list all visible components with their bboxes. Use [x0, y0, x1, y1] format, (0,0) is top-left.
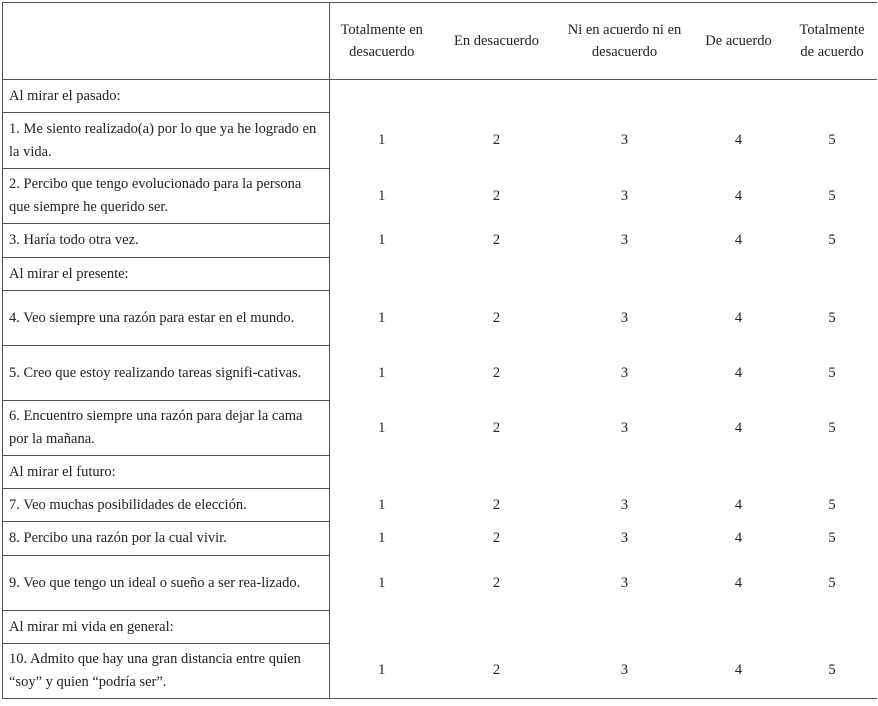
scale-option-5[interactable]: 5	[828, 132, 836, 148]
scale-option-2[interactable]: 2	[492, 187, 501, 204]
scale-option-2[interactable]: 2	[492, 496, 501, 513]
scale-option-1[interactable]: 1	[378, 364, 386, 381]
item-row	[3, 489, 877, 522]
scale-option-4[interactable]: 4	[734, 364, 743, 381]
scale-option-1[interactable]: 1	[378, 187, 386, 204]
scale-option-1[interactable]: 1	[378, 530, 386, 546]
header-col-5	[788, 3, 877, 80]
section-row	[3, 80, 877, 113]
scale-option-4[interactable]: 4	[734, 496, 743, 513]
section-empty-cell	[330, 611, 434, 644]
section-title: Al mirar el pasado:	[3, 80, 330, 113]
item-statement: 5. Creo que estoy realizando tareas signifi-cativas.	[3, 346, 330, 401]
section-empty-cell	[434, 258, 560, 291]
item-row	[3, 644, 877, 699]
scale-option-2[interactable]: 2	[492, 530, 501, 546]
header-col-1-label: Totalmente en desacuerdo	[340, 22, 423, 60]
item-statement: 8. Percibo una razón por la cual vivir.	[3, 522, 330, 556]
header-row	[3, 3, 877, 80]
scale-option-5[interactable]: 5	[828, 574, 836, 591]
header-col-4-label: De acuerdo	[705, 33, 772, 49]
scale-option-3[interactable]: 3	[620, 364, 629, 381]
scale-option-4[interactable]: 4	[734, 187, 743, 204]
scale-option-4[interactable]: 4	[734, 232, 743, 248]
scale-option-5[interactable]: 5	[828, 364, 836, 381]
scale-option-2[interactable]: 2	[492, 364, 501, 381]
section-empty-cell	[434, 611, 560, 644]
scale-option-4[interactable]: 4	[734, 530, 743, 546]
section-empty-cell	[434, 80, 560, 113]
item-statement: 3. Haría todo otra vez.	[3, 224, 330, 258]
section-title: Al mirar el futuro:	[3, 456, 330, 489]
scale-option-5[interactable]: 5	[828, 187, 836, 204]
scale-option-2[interactable]: 2	[434, 644, 560, 699]
scale-option-5[interactable]: 5	[828, 232, 836, 248]
scale-option-1[interactable]: 1	[378, 574, 386, 591]
section-empty-cell	[560, 80, 690, 113]
header-corner-cell	[3, 3, 330, 80]
section-empty-cell	[690, 80, 788, 113]
section-empty-cell	[690, 456, 788, 489]
scale-option-3[interactable]: 3	[620, 530, 629, 546]
questionnaire-body	[3, 80, 877, 699]
section-empty-cell	[330, 456, 434, 489]
section-empty-cell	[560, 456, 690, 489]
section-empty-cell	[330, 258, 434, 291]
scale-option-2[interactable]: 2	[492, 132, 501, 148]
header-col-2	[434, 3, 560, 80]
section-empty-cell	[434, 456, 560, 489]
section-title: Al mirar mi vida en general:	[3, 611, 330, 644]
scale-option-4[interactable]: 4	[734, 132, 743, 148]
questionnaire-table-container	[2, 2, 876, 699]
section-row	[3, 456, 877, 489]
scale-option-1[interactable]: 1	[378, 232, 386, 248]
scale-option-5[interactable]: 5	[788, 644, 877, 699]
header-col-5-label: Totalmente de acuerdo	[799, 22, 865, 60]
header-col-4	[690, 3, 788, 80]
header-col-3-label: Ni en acuerdo ni en desacuerdo	[567, 22, 682, 60]
section-empty-cell	[560, 611, 690, 644]
scale-option-2[interactable]: 2	[492, 419, 501, 436]
scale-option-1[interactable]: 1	[330, 644, 434, 699]
section-row	[3, 611, 877, 644]
section-empty-cell	[560, 258, 690, 291]
scale-option-3[interactable]: 3	[620, 132, 629, 148]
item-row	[3, 169, 877, 224]
scale-option-3[interactable]: 3	[620, 232, 629, 248]
section-row	[3, 258, 877, 291]
item-statement: 4. Veo siempre una razón para estar en el mundo.	[3, 291, 330, 346]
item-statement: 1. Me siento realizado(a) por lo que ya he logrado en la vida.	[3, 113, 330, 169]
section-empty-cell	[330, 80, 434, 113]
section-title: Al mirar el presente:	[3, 258, 330, 291]
item-row	[3, 113, 877, 169]
item-statement: 9. Veo que tengo un ideal o sueño a ser rea-lizado.	[3, 556, 330, 611]
scale-option-5[interactable]: 5	[828, 530, 836, 546]
section-empty-cell	[788, 611, 877, 644]
scale-option-4[interactable]: 4	[734, 574, 743, 591]
item-row	[3, 522, 877, 556]
section-empty-cell	[788, 456, 877, 489]
scale-option-5[interactable]: 5	[828, 419, 836, 436]
item-row	[3, 556, 877, 611]
scale-option-3[interactable]: 3	[620, 574, 629, 591]
section-empty-cell	[690, 258, 788, 291]
section-empty-cell	[690, 611, 788, 644]
item-row	[3, 401, 877, 456]
scale-option-5[interactable]: 5	[828, 309, 836, 326]
scale-option-1[interactable]: 1	[378, 132, 386, 148]
item-statement: 10. Admito que hay una gran distancia entre quien “soy” y quien “podría ser”.	[3, 644, 330, 699]
scale-option-2[interactable]: 2	[492, 232, 501, 248]
scale-option-4[interactable]: 4	[734, 309, 743, 326]
item-row	[3, 346, 877, 401]
scale-option-3[interactable]: 3	[620, 496, 629, 513]
section-empty-cell	[788, 258, 877, 291]
scale-option-3[interactable]: 3	[560, 644, 690, 699]
item-statement: 2. Percibo que tengo evolucionado para la persona que siempre he querido ser.	[3, 169, 330, 224]
item-statement: 7. Veo muchas posibilidades de elección.	[3, 489, 330, 522]
scale-option-4[interactable]: 4	[690, 644, 788, 699]
scale-option-2[interactable]: 2	[492, 574, 501, 591]
scale-option-1[interactable]: 1	[378, 496, 386, 513]
scale-option-1[interactable]: 1	[378, 309, 386, 326]
header-col-2-label: En desacuerdo	[454, 33, 539, 49]
item-row	[3, 291, 877, 346]
header-col-1	[330, 3, 434, 80]
header-col-3	[560, 3, 690, 80]
scale-option-1[interactable]: 1	[378, 419, 386, 436]
scale-option-2[interactable]: 2	[492, 309, 501, 326]
item-statement: 6. Encuentro siempre una razón para dejar la cama por la mañana.	[3, 401, 330, 456]
scale-option-5[interactable]: 5	[828, 496, 836, 513]
scale-option-4[interactable]: 4	[734, 419, 743, 436]
questionnaire-table	[2, 2, 877, 699]
section-empty-cell	[788, 80, 877, 113]
scale-option-3[interactable]: 3	[620, 309, 629, 326]
scale-option-3[interactable]: 3	[620, 419, 629, 436]
scale-option-3[interactable]: 3	[620, 187, 629, 204]
item-row	[3, 224, 877, 258]
